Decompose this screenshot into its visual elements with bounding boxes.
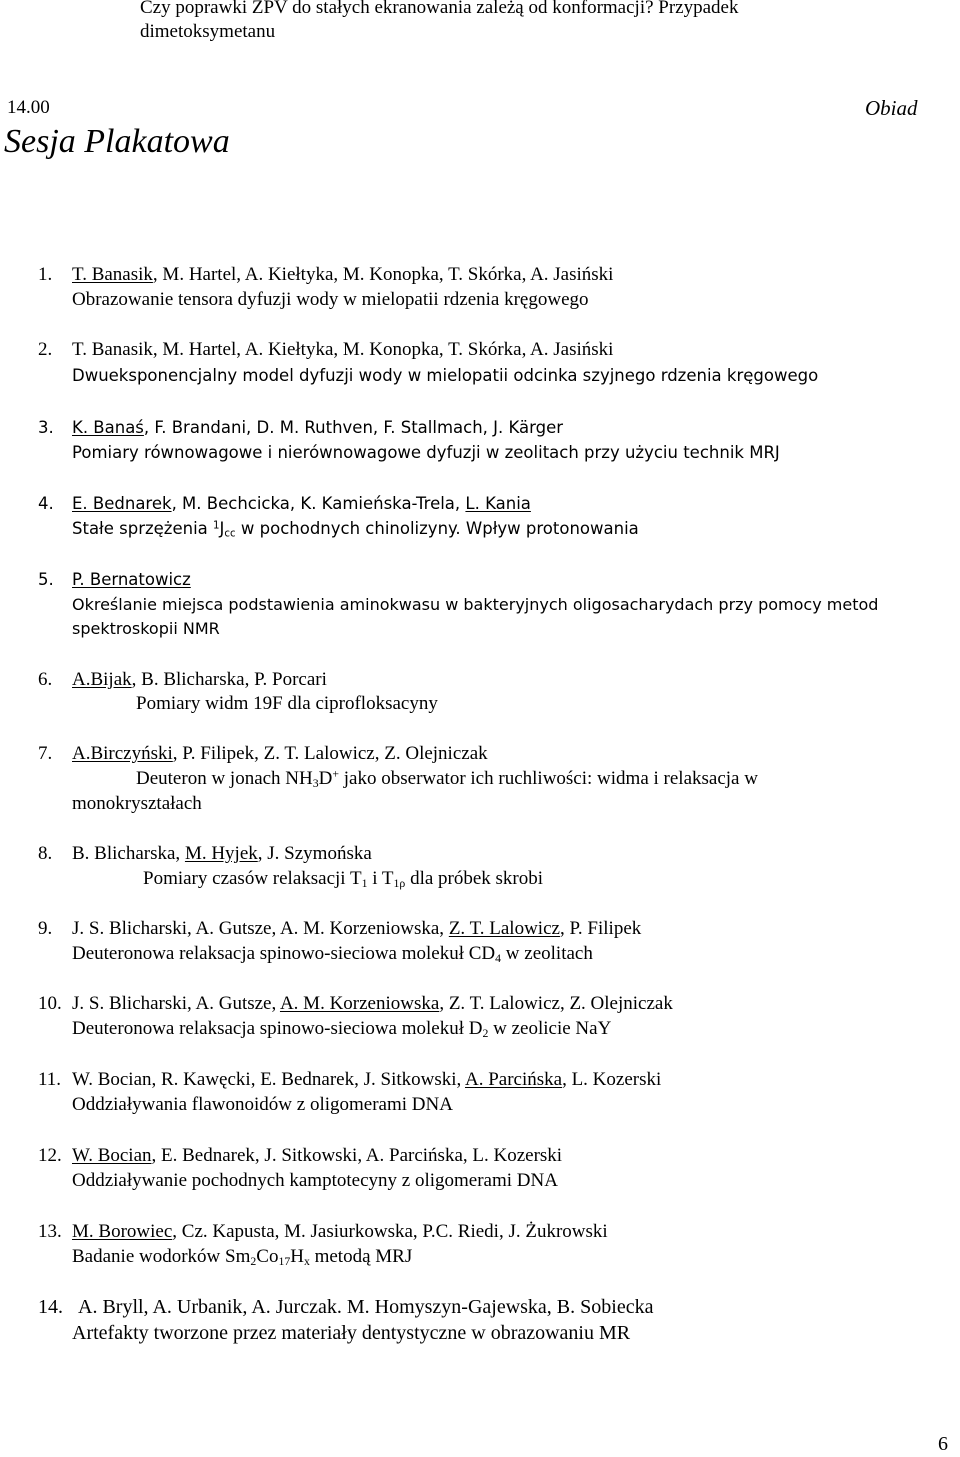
- poster-authors-7: A.Birczyński, P. Filipek, Z. T. Lalowicz, Z. Olejniczak: [72, 743, 488, 764]
- presenting-author: M. Hyjek: [184, 843, 258, 864]
- poster-number-10: 10.: [38, 993, 62, 1014]
- schedule-event: Obiad: [865, 96, 918, 120]
- poster-authors-9: J. S. Blicharski, A. Gutsze, A. M. Korzeniowska, Z. T. Lalowicz, P. Filipek: [72, 918, 642, 939]
- schedule-time: 14.00: [7, 97, 50, 118]
- poster-number-8: 8.: [38, 843, 53, 864]
- poster-title-9: Deuteronowa relaksacja spinowo-sieciowa molekuł $CD_4$ w zeolitach: [72, 943, 593, 965]
- presenting-author: A.Birczyński: [72, 743, 173, 764]
- poster-number-7: 7.: [38, 743, 53, 764]
- poster-title-1: Obrazowanie tensora dyfuzji wody w mielopatii rdzenia kręgowego: [72, 289, 589, 310]
- presenting-author: A.Bijak: [72, 669, 132, 690]
- poster-title-8: Pomiary czasów relaksacji $T_1$ i $T_{1\rho}$ dla próbek skrobi: [143, 868, 544, 890]
- poster-title-10: Deuteronowa relaksacja spinowo-sieciowa molekuł $D_2$ w zeolicie NaY: [72, 1018, 612, 1040]
- poster-title-5: [72, 593, 878, 641]
- poster-authors-10: J. S. Blicharski, A. Gutsze, A. M. Korzeniowska, Z. T. Lalowicz, Z. Olejniczak: [72, 993, 673, 1014]
- presenting-author: P. Bernatowicz: [72, 570, 191, 589]
- poster-authors-14: A. Bryll, A. Urbanik, A. Jurczak. M. Homyszyn-Gajewska, B. Sobiecka: [78, 1296, 654, 1318]
- presenting-author: L. Kania: [465, 494, 531, 513]
- presenting-author: K. Banaś: [72, 418, 144, 437]
- presenting-author: A. M. Korzeniowska: [279, 993, 440, 1014]
- poster-authors-11: W. Bocian, R. Kawęcki, E. Bednarek, J. Sitkowski, A. Parcińska, L. Kozerski: [72, 1069, 662, 1090]
- poster-title-13: Badanie wodorków $Sm_2Co_{17}H_x$ metodą MRJ: [72, 1246, 413, 1268]
- poster-title-2: Dwueksponencjalny model dyfuzji wody w mielopatii odcinka szyjnego rdzenia kręgowego: [72, 366, 819, 385]
- poster-number-5: 5.: [38, 570, 54, 589]
- presenting-author: A. Parcińska: [464, 1069, 563, 1090]
- poster-authors-6: A.Bijak, B. Blicharska, P. Porcari: [72, 669, 327, 690]
- poster-title-5-line2: spektroskopii NMR: [72, 619, 220, 638]
- poster-authors-3: K. Banaś, F. Brandani, D. M. Ruthven, F. Stallmach, J. Kärger: [72, 418, 564, 437]
- presenting-author: Z. T. Lalowicz: [448, 918, 560, 939]
- poster-number-14: 14.: [38, 1296, 63, 1318]
- session-title: Sesja Plakatowa: [4, 123, 230, 160]
- poster-number-1: 1.: [38, 264, 53, 285]
- poster-title-12: Oddziaływanie pochodnych kamptotecyny z oligomerami DNA: [72, 1170, 558, 1191]
- header-title-line2: dimetoksymetanu: [140, 21, 276, 42]
- poster-number-2: 2.: [38, 339, 53, 360]
- page-number: 6: [938, 1433, 948, 1455]
- header-title-line1: Czy poprawki ZPV do stałych ekranowania zależą od konformacji? Przypadek: [140, 0, 739, 18]
- poster-number-3: 3.: [38, 418, 54, 437]
- poster-authors-8: B. Blicharska, M. Hyjek, J. Szymońska: [72, 843, 372, 864]
- poster-authors-12: W. Bocian, E. Bednarek, J. Sitkowski, A. Parcińska, L. Kozerski: [72, 1145, 563, 1166]
- poster-title-6: Pomiary widm 19F dla ciprofloksacyny: [136, 693, 438, 714]
- poster-title-7-line2: monokryształach: [72, 793, 202, 814]
- poster-number-9: 9.: [38, 918, 53, 939]
- poster-title-4: Stałe sprzężenia $^1J_{cc}$ w pochodnych chinolizyny. Wpływ protonowania: [72, 519, 639, 540]
- presenting-author: E. Bednarek: [72, 494, 172, 513]
- presenting-author: T. Banasik: [72, 264, 153, 285]
- presenting-author: W. Bocian: [72, 1145, 152, 1166]
- poster-title-11: Oddziaływania flawonoidów z oligomerami DNA: [72, 1094, 453, 1115]
- poster-title-5-line1: Określanie miejsca podstawienia aminokwasu w bakteryjnych oligosacharydach przy pomocy metod: [72, 595, 879, 614]
- poster-title-7: Deuteron w jonach $NH_3D^+$ jako obserwator ich ruchliwości: widma i relaksacja w: [136, 767, 758, 790]
- poster-authors-13: M. Borowiec, Cz. Kapusta, M. Jasiurkowska, P.C. Riedi, J. Żukrowski: [72, 1221, 608, 1242]
- poster-authors-2: T. Banasik, M. Hartel, A. Kiełtyka, M. Konopka, T. Skórka, A. Jasiński: [72, 339, 614, 360]
- poster-number-4: 4.: [38, 494, 54, 513]
- poster-authors-4: E. Bednarek, M. Bechcicka, K. Kamieńska-Trela, L. Kania: [72, 494, 531, 513]
- poster-authors-1: T. Banasik, M. Hartel, A. Kiełtyka, M. Konopka, T. Skórka, A. Jasiński: [72, 264, 614, 285]
- poster-number-13: 13.: [38, 1221, 62, 1242]
- poster-title-14: Artefakty tworzone przez materiały dentystyczne w obrazowaniu MR: [72, 1322, 631, 1344]
- poster-title-3: Pomiary równowagowe i nierównowagowe dyfuzji w zeolitach przy użyciu technik MRJ: [72, 443, 780, 462]
- poster-authors-5: [72, 568, 191, 592]
- poster-number-11: 11.: [38, 1069, 62, 1090]
- header-title: [140, 0, 738, 44]
- poster-number-12: 12.: [38, 1145, 62, 1166]
- poster-number-6: 6.: [38, 669, 53, 690]
- presenting-author: M. Borowiec: [72, 1221, 173, 1242]
